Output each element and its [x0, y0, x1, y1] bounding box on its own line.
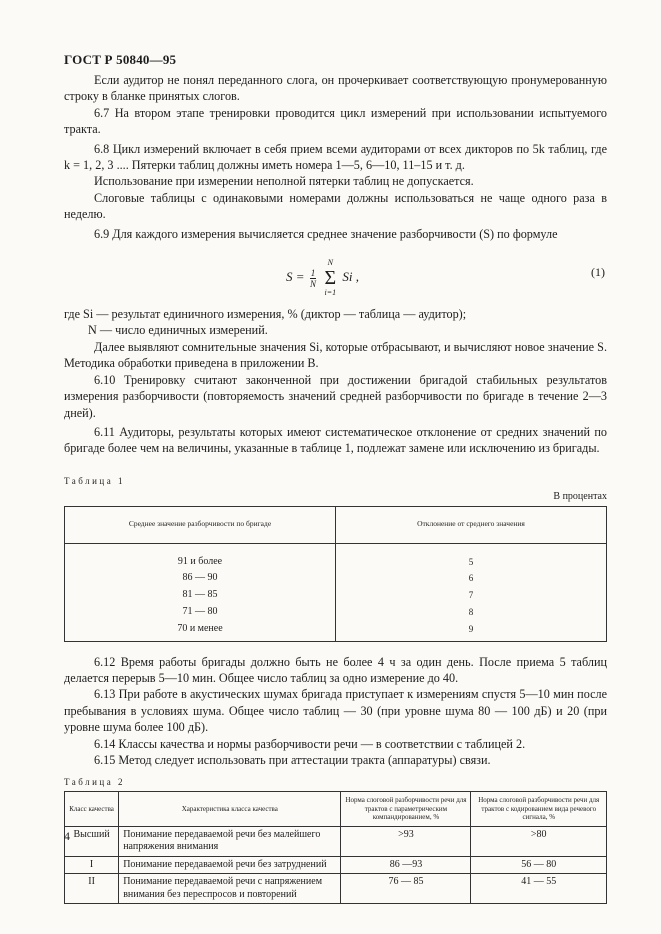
table-cell: 91 и более: [177, 555, 223, 567]
table1-col2: [336, 543, 607, 641]
table-cell: 56 — 80: [471, 856, 607, 874]
table-cell: 86 —93: [341, 856, 471, 874]
fraction-numerator: 1: [310, 267, 316, 278]
formula-fraction: [310, 268, 317, 289]
table-cell: 41 — 55: [471, 874, 607, 904]
table-cell: 9: [468, 623, 474, 634]
table-row: [65, 826, 607, 856]
table2-header: Норма слоговой разборчивости речи для трактов с кодированием вида речевого сигнала, %: [471, 791, 607, 826]
sum-upper-limit: N: [327, 258, 334, 268]
paragraph: 6.8 Цикл измерений включает в себя прием всеми аудиторами от всех дикторов по 5k таблиц, где k = 1, 2, 3 .... Пятерки таблиц должны иметь номера 1—5, 6—10, 11–15 и т. д.: [64, 141, 607, 173]
sum-symbol: Σ: [324, 267, 337, 290]
table-cell: 5: [468, 556, 474, 567]
paragraph: 6.7 На втором этапе тренировки проводится цикл измерений при использовании испытуемого тракта.: [64, 105, 607, 137]
table-cell: Понимание передаваемой речи без затруднений: [119, 856, 341, 874]
table-cell: 86 — 90: [182, 572, 218, 584]
table1-col1: [65, 543, 336, 641]
summation: [325, 258, 337, 298]
table2-header: Норма слоговой разборчивости речи для трактов с параметрическим компандированием, %: [341, 791, 471, 826]
table-cell: Понимание передаваемой речи без малейшего напряжения внимания: [119, 826, 341, 856]
page-number: 4: [64, 829, 70, 843]
formula-1: [64, 248, 607, 300]
table-2: [64, 791, 607, 905]
formula-expression: [286, 258, 359, 298]
table-cell: II: [65, 874, 119, 904]
paragraph: N — число единичных измерений.: [88, 323, 268, 338]
formula-number: (1): [591, 265, 605, 280]
table-cell: >80: [471, 826, 607, 856]
sum-lower-limit: i=1: [324, 288, 337, 298]
document-body: [64, 72, 607, 904]
paragraph: 6.15 Метод следует использовать при аттестации тракта (аппаратуры) связи.: [94, 752, 491, 767]
paragraph: 6.13 При работе в акустических шумах бригада приступает к измерениям спустя 5—10 мин после пребывания в условиях шума. Общее число таблиц — 30 (при уровне шума 80 — 100 дБ) и 20 (при уровне шума более 100 дБ).: [64, 687, 607, 735]
paragraph: 6.12 Время работы бригады должно быть не более 4 ч за один день. После приема 5 таблиц делается перерыв 5—10 мин. Общее число таблиц за одно измерение до 40.: [64, 654, 607, 685]
table-cell: Высший: [65, 826, 119, 856]
table-cell: >93: [341, 826, 471, 856]
paragraph: где Si — результат единичного измерения, % (диктор — таблица — аудитор);: [64, 307, 467, 322]
table-cell: 81 — 85: [182, 589, 218, 601]
fraction-denominator: N: [310, 278, 317, 289]
table1-header: Среднее значение разборчивости по бригаде: [65, 506, 336, 543]
document-header: ГОСТ Р 50840—95: [64, 52, 177, 67]
table-cell: Понимание передаваемой речи с напряжением внимания без переспросов и повторений: [119, 874, 341, 904]
table-cell: 70 и менее: [177, 622, 223, 634]
table-cell: 8: [468, 606, 474, 617]
formula-lhs: S =: [286, 269, 305, 285]
table-cell: 76 — 85: [341, 874, 471, 904]
table2-header: Характеристика класса качества: [119, 791, 341, 826]
paragraph: 6.11 Аудиторы, результаты которых имеют систематическое отклонение от средних значений по бригаде более чем на величины, указанные в таблице 1, подлежат замене или исключению из бригады.: [64, 424, 607, 456]
paragraph: Слоговые таблицы с одинаковыми номерами должны использоваться не чаще одного раза в неделю.: [64, 190, 607, 222]
paragraph: 6.10 Тренировку считают законченной при достижении бригадой стабильных результатов измерения разборчивости (повторяемость значений средней разборчивости по бригаде в течение 2—3 дней).: [64, 372, 607, 420]
table-row: [65, 874, 607, 904]
table-cell: 71 — 80: [182, 605, 218, 617]
table1-caption: Таблица 1: [64, 475, 125, 486]
table-row: [65, 856, 607, 874]
table2-header: Класс качества: [65, 791, 119, 826]
table1-unit: В процентах: [553, 491, 607, 503]
table2-caption: Таблица 2: [64, 777, 125, 788]
table-1: [64, 506, 607, 642]
paragraph: Использование при измерении неполной пятерки таблиц не допускается.: [94, 174, 474, 189]
paragraph: 6.9 Для каждого измерения вычисляется среднее значение разборчивости (S) по формуле: [94, 226, 558, 241]
table-cell: 6: [468, 573, 474, 584]
formula-term: Si ,: [342, 269, 360, 285]
paragraph: Далее выявляют сомнительные значения Si, которые отбрасывают, и вычисляют новое значение S. Методика обработки приведена в приложении В.: [64, 339, 607, 371]
table-cell: 7: [468, 590, 474, 601]
paragraph: Если аудитор не понял переданного слога, он прочеркивает соответствующую пронумерованную строку в бланке принятых слогов.: [64, 73, 607, 104]
paragraph: 6.14 Классы качества и нормы разборчивости речи — в соответствии с таблицей 2.: [94, 736, 526, 751]
table1-header: Отклонение от среднего значения: [336, 506, 607, 543]
table-cell: I: [65, 856, 119, 874]
